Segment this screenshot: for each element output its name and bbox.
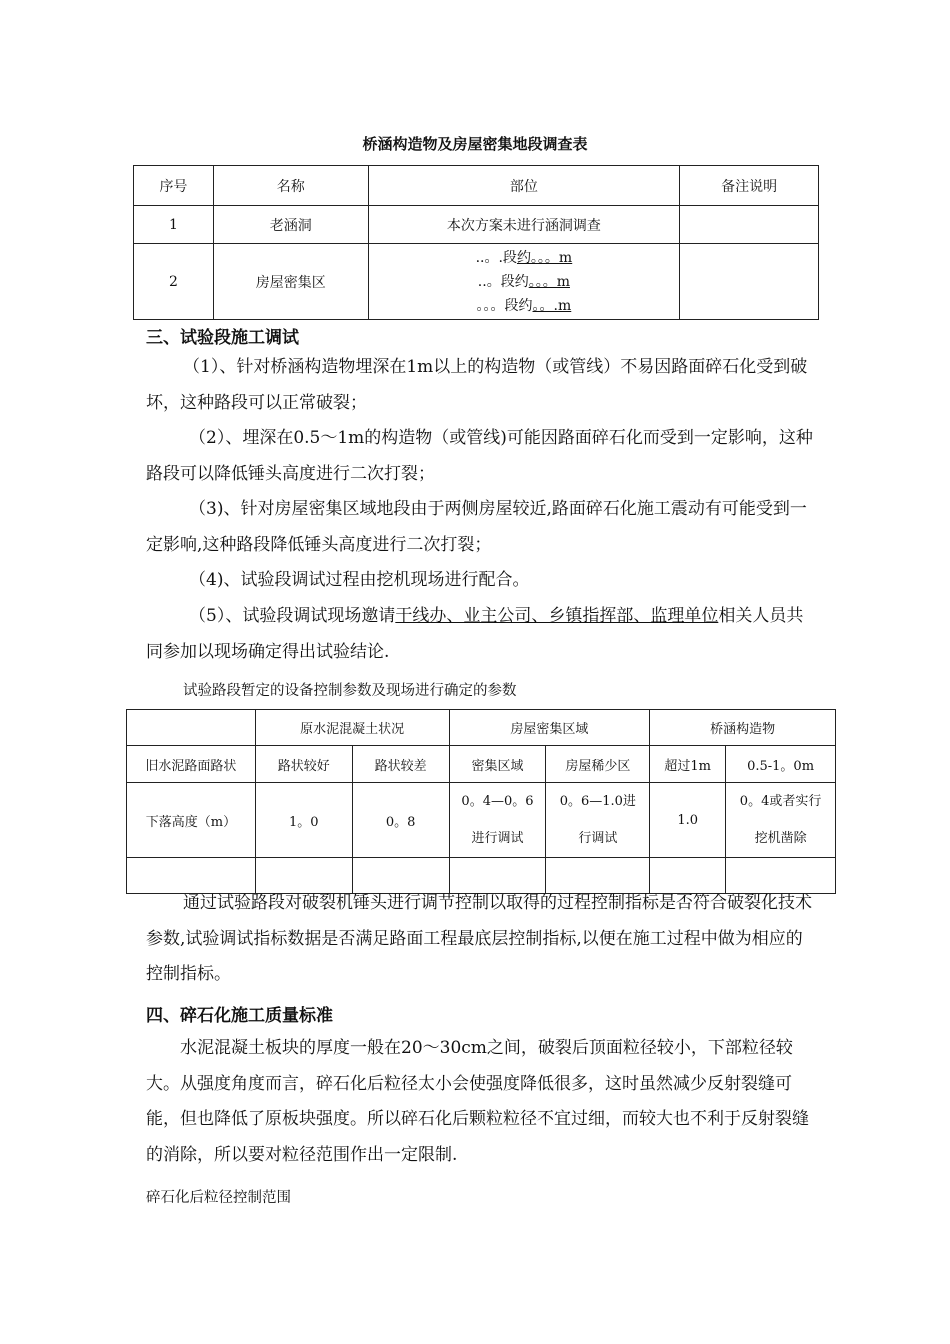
- location-prefix: ..。段约: [477, 273, 529, 290]
- paragraph: 通过试验路段对破裂机锤头进行调节控制以取得的过程控制指标是否符合破裂化技术参数,试验调试指标数据是否满足路面工程最底层控制指标,以便在施工过程中做为相应的控制指标。: [146, 893, 812, 984]
- header-name: 名称: [213, 166, 368, 206]
- cell-location: [368, 244, 680, 320]
- cell-line: 挖机凿除: [754, 831, 807, 846]
- paragraph: 水泥混凝土板块的厚度一般在20～30cm之间，破裂后顶面粒径较小，下部粒径较大。从强度角度而言，碎石化后粒径太小会使强度降低很多，这时虽然减少反射裂缝可能，但也降低了原板块强度。所以碎石化后颗粒粒径不宜过细，而较大也不利于反射裂缝的消除，所以要对粒径范围作出一定限制.: [146, 1038, 809, 1165]
- cell-line: 行调试: [578, 831, 618, 846]
- group-header-dense: 房屋密集区域: [449, 710, 650, 746]
- cell-name: 房屋密集区: [213, 244, 368, 320]
- table-cell: [726, 783, 836, 858]
- table1-title: 桥涵构造物及房屋密集地段调查表: [362, 135, 588, 153]
- paragraph-text: 相关人员共同参加以现场确定得出试验结论.: [146, 606, 804, 662]
- table2-caption: 试验路段暂定的设备控制参数及现场进行确定的参数: [183, 683, 517, 699]
- header-note: 备注说明: [680, 166, 819, 206]
- cell-location: 本次方案未进行涵洞调查: [368, 206, 680, 244]
- cell-no: 1: [134, 206, 214, 244]
- table-header-row: [134, 166, 819, 206]
- paragraph: （4)、试验段调试过程由挖机现场进行配合。: [189, 570, 530, 590]
- header-location: 部位: [368, 166, 680, 206]
- table-cell: 房屋稀少区: [546, 746, 650, 783]
- cell-line: 进行调试: [471, 831, 524, 846]
- cell-name: 老涵洞: [213, 206, 368, 244]
- cell-empty: [127, 710, 256, 746]
- location-underlined: 。。。m: [528, 273, 570, 290]
- section-heading: 三、试验段施工调试: [146, 328, 299, 348]
- table-cell: 超过1m: [650, 746, 726, 783]
- table-cell: 1.0: [650, 783, 726, 858]
- location-underlined: 。。.m: [532, 297, 572, 314]
- survey-table: [133, 165, 819, 320]
- location-prefix: 。。。段约: [476, 297, 533, 314]
- cell-line: 0。4—0。6: [461, 794, 534, 809]
- paragraph: （1）、针对桥涵构造物埋深在1m以上的构造物（或管线）不易因路面碎石化受到破坏，这种路段可以正常破裂；: [146, 357, 808, 413]
- table-cell: [546, 783, 650, 858]
- cell-line: 0。4或者实行: [739, 794, 822, 809]
- table-row: [134, 206, 819, 244]
- location-line: [369, 270, 680, 294]
- header-no: 序号: [134, 166, 214, 206]
- table-cell: 路状较好: [255, 746, 352, 783]
- cell-note: [680, 244, 819, 320]
- table-cell: 1。0: [255, 783, 352, 858]
- row-label: 下落高度（m）: [127, 783, 256, 858]
- parameter-table: [126, 709, 836, 894]
- table-cell: 0。8: [352, 783, 449, 858]
- location-line: [369, 294, 680, 318]
- location-prefix: ..。.段: [475, 249, 517, 266]
- table-header-row: [127, 710, 836, 746]
- cell-line: 0。6—1.0进: [559, 794, 636, 809]
- table-row: [127, 783, 836, 858]
- cell-note: [680, 206, 819, 244]
- table-cell: 密集区域: [449, 746, 546, 783]
- cell-no: 2: [134, 244, 214, 320]
- row-label: 旧水泥路面路状: [127, 746, 256, 783]
- section-heading: 四、碎石化施工质量标准: [146, 1006, 333, 1026]
- group-header-original: 原水泥混凝土状况: [255, 710, 449, 746]
- location-line: [369, 246, 680, 270]
- paragraph: （2）、埋深在0.5～1m的构造物（或管线)可能因路面碎石化而受到一定影响，这种路段可以降低锤头高度进行二次打裂；: [146, 428, 813, 484]
- location-underlined: 约。。。m: [516, 249, 573, 266]
- group-header-bridge: 桥涵构造物: [650, 710, 836, 746]
- table3-caption: 碎石化后粒径控制范围: [146, 1190, 291, 1206]
- table-row: [127, 746, 836, 783]
- paragraph: [146, 599, 814, 670]
- paragraph-text: （5）、试验段调试现场邀请: [189, 606, 396, 626]
- paragraph-underlined: 干线办、业主公司、乡镇指挥部、监理单位: [395, 606, 719, 626]
- paragraph: （3)、针对房屋密集区域地段由于两侧房屋较近,路面碎石化施工震动有可能受到一定影响,这种路段降低锤头高度进行二次打裂；: [146, 499, 807, 555]
- table-row: [134, 244, 819, 320]
- table-cell: 0.5-1。0m: [726, 746, 836, 783]
- table-cell: [449, 783, 546, 858]
- table-cell: 路状较差: [352, 746, 449, 783]
